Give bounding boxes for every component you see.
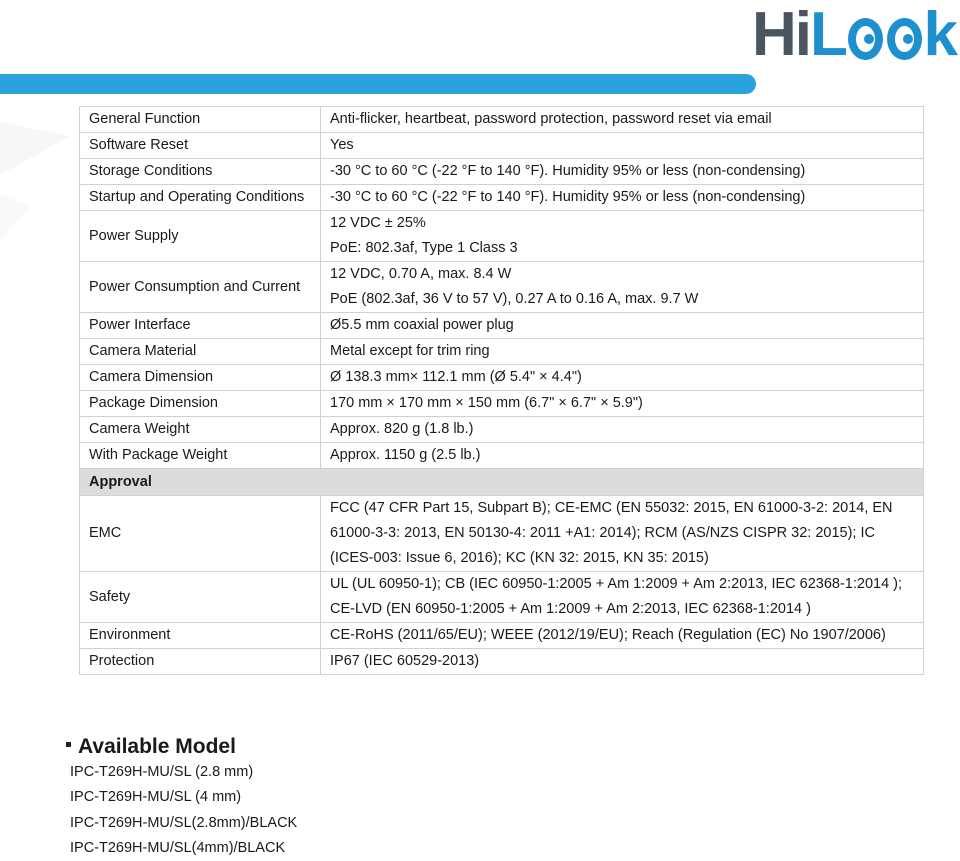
spec-value-line: -30 °C to 60 °C (-22 °F to 140 °F). Humidity 95% or less (non-condensing) xyxy=(330,163,806,179)
spec-value-line: PoE: 802.3af, Type 1 Class 3 xyxy=(330,240,518,256)
spec-value xyxy=(321,649,924,675)
logo-ring-2 xyxy=(887,18,922,60)
spec-label: Package Dimension xyxy=(80,391,321,417)
spec-value-line: CE-LVD (EN 60950-1:2005 + Am 1:2009 + Am 2:2013, IEC 62368-1:2014 ) xyxy=(330,601,811,617)
watermark-shape xyxy=(0,96,90,296)
spec-label: Camera Weight xyxy=(80,417,321,443)
spec-row-power-consumption-and-current xyxy=(80,262,924,313)
spec-value xyxy=(321,572,924,623)
spec-value-line: Approx. 1150 g (2.5 lb.) xyxy=(330,447,481,463)
spec-label: Camera Dimension xyxy=(80,365,321,391)
spec-row-storage-conditions xyxy=(80,159,924,185)
header-band xyxy=(0,74,756,94)
spec-value xyxy=(321,262,924,313)
approval-section-title: Approval xyxy=(80,469,924,496)
spec-row-safety xyxy=(80,572,924,623)
logo-ring-1 xyxy=(848,18,883,60)
spec-value-line: UL (UL 60950-1); CB (IEC 60950-1:2005 + Am 1:2009 + Am 2:2013, IEC 62368-1:2014 ); xyxy=(330,576,903,592)
spec-label: Safety xyxy=(80,572,321,623)
spec-label: Power Supply xyxy=(80,211,321,262)
model-item: IPC-T269H-MU/SL (2.8 mm) xyxy=(70,764,254,780)
spec-value-line: PoE (802.3af, 36 V to 57 V), 0.27 A to 0.16 A, max. 9.7 W xyxy=(330,291,699,307)
spec-label: Power Consumption and Current xyxy=(80,262,321,313)
model-item: IPC-T269H-MU/SL(4mm)/BLACK xyxy=(70,839,286,856)
spec-value-line: 12 VDC ± 25% xyxy=(330,215,426,231)
spec-value-line: Approx. 820 g (1.8 lb.) xyxy=(330,421,474,437)
spec-value-line: CE-RoHS (2011/65/EU); WEEE (2012/19/EU); Reach (Regulation (EC) No 1907/2006) xyxy=(330,627,886,643)
spec-label: Startup and Operating Conditions xyxy=(80,185,321,211)
available-model-title: Available Model xyxy=(78,735,236,758)
spec-value xyxy=(321,417,924,443)
spec-row-power-supply xyxy=(80,211,924,262)
spec-row-emc xyxy=(80,496,924,572)
spec-row-environment xyxy=(80,623,924,649)
spec-row-package-dimension xyxy=(80,391,924,417)
spec-label: With Package Weight xyxy=(80,443,321,469)
spec-label: EMC xyxy=(80,496,321,572)
spec-label: Power Interface xyxy=(80,313,321,339)
logo-hi: Hi xyxy=(752,0,810,69)
spec-row-power-interface xyxy=(80,313,924,339)
logo-k: k xyxy=(923,0,956,69)
approval-section-row xyxy=(80,469,924,496)
spec-value xyxy=(321,391,924,417)
spec-value-line: Ø 138.3 mm× 112.1 mm (Ø 5.4" × 4.4") xyxy=(330,369,582,385)
model-item: IPC-T269H-MU/SL(2.8mm)/BLACK xyxy=(70,814,298,831)
model-list xyxy=(66,760,297,861)
spec-label: General Function xyxy=(80,107,321,133)
spec-row-with-package-weight xyxy=(80,443,924,469)
hilook-logo xyxy=(752,0,956,69)
model-item: IPC-T269H-MU/SL (4 mm) xyxy=(70,789,242,806)
spec-row-camera-dimension xyxy=(80,365,924,391)
available-model-heading xyxy=(66,734,297,760)
spec-value-line: IP67 (IEC 60529-2013) xyxy=(330,653,480,669)
spec-value-line: -30 °C to 60 °C (-22 °F to 140 °F). Humidity 95% or less (non-condensing) xyxy=(330,189,806,205)
spec-label: Camera Material xyxy=(80,339,321,365)
spec-value xyxy=(321,365,924,391)
spec-value xyxy=(321,211,924,262)
available-model-section xyxy=(66,734,297,861)
spec-value xyxy=(321,313,924,339)
spec-table xyxy=(79,106,924,675)
spec-value-line: 170 mm × 170 mm × 150 mm (6.7" × 6.7" × 5.9") xyxy=(330,395,643,411)
spec-label: Storage Conditions xyxy=(80,159,321,185)
spec-label: Software Reset xyxy=(80,133,321,159)
spec-value xyxy=(321,339,924,365)
spec-row-general-function xyxy=(80,107,924,133)
spec-value-line: Metal except for trim ring xyxy=(330,343,490,359)
spec-row-protection xyxy=(80,649,924,675)
logo-l: L xyxy=(810,0,846,69)
spec-value xyxy=(321,133,924,159)
spec-value xyxy=(321,185,924,211)
spec-value-line: 12 VDC, 0.70 A, max. 8.4 W xyxy=(330,266,512,282)
spec-row-camera-material xyxy=(80,339,924,365)
spec-value xyxy=(321,496,924,572)
spec-value xyxy=(321,159,924,185)
spec-value xyxy=(321,623,924,649)
spec-value-line: Ø5.5 mm coaxial power plug xyxy=(330,317,514,333)
spec-label: Environment xyxy=(80,623,321,649)
spec-row-camera-weight xyxy=(80,417,924,443)
spec-label: Protection xyxy=(80,649,321,675)
spec-value xyxy=(321,107,924,133)
spec-row-software-reset xyxy=(80,133,924,159)
spec-value-line: Anti-flicker, heartbeat, password protection, password reset via email xyxy=(330,111,772,127)
spec-value xyxy=(321,443,924,469)
spec-value-line: FCC (47 CFR Part 15, Subpart B); CE-EMC (EN 55032: 2015, EN 61000-3-2: 2014, EN 61000-3-3: 2013, EN 50130-4: 2011 +A1: 2014); RCM (AS/NZS CISPR 32: 2015); IC (ICES-003: Issue 6, 2016); KC (KN 32: 2015, KN 35: 2015) xyxy=(330,500,893,566)
spec-row-startup-and-operating-conditions xyxy=(80,185,924,211)
square-bullet-icon xyxy=(66,742,71,747)
spec-value-line: Yes xyxy=(330,137,354,153)
